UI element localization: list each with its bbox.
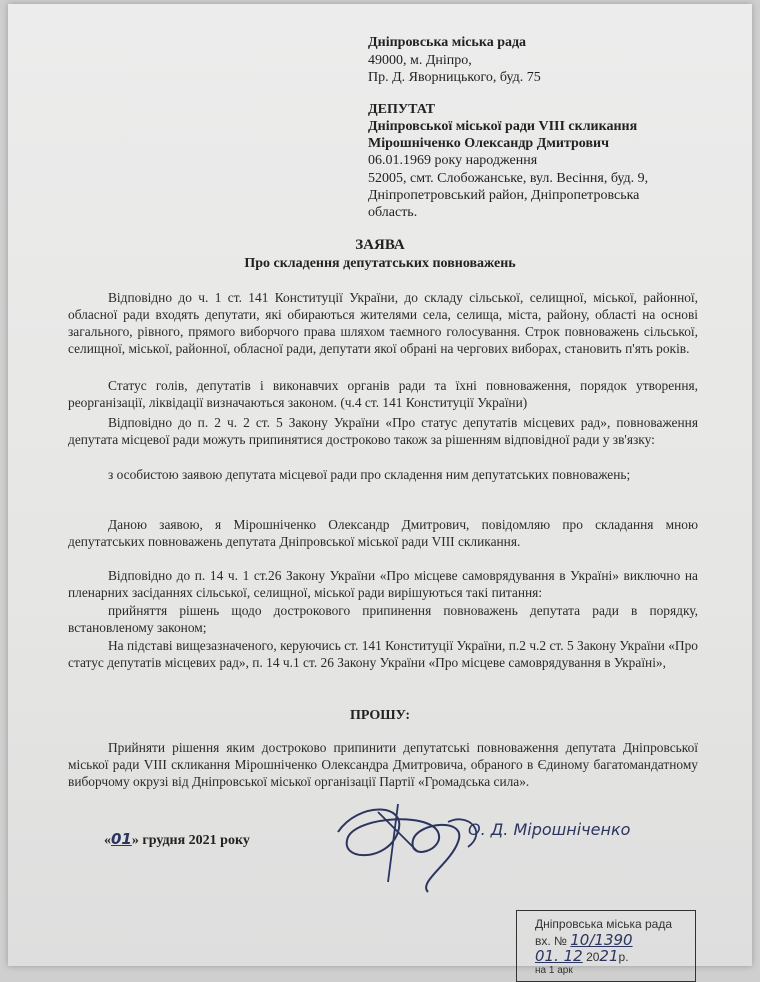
paragraph-9: Прийняти рішення яким достроково припинити депутатські повноваження депутата Дніпровської міської ради VIII скликання Мірошніченко Олександра Дмитровича, обраного в Єдиному багатомандатному виборчому окрузі від Дніпровської міської організації Партії «Громадська сила». [68,740,698,789]
stamp-org: Дніпровська міська рада [535,917,672,931]
sender-council: Дніпровської міської ради VIII скликання [368,119,638,134]
sender-title: ДЕПУТАТ [368,102,435,117]
sender-addr1: 52005, смт. Слобожанське, вул. Весіння, буд. 9, [368,171,649,186]
paragraph-8: На підставі вищезазначеного, керуючись ст. 141 Конституції України, п.2 ч.2 ст. 5 Закону України «Про статус депутатів місцевих рад», п. 14 ч.1 ст. 26 Закону України «Про місцеве самоврядування в Україні», [68,638,698,670]
doc-title: ЗАЯВА [355,237,405,253]
paragraph-4: з особистою заявою депутата місцевої ради про складення ним депутатських повноважень; [108,467,631,482]
paragraph-1: Відповідно до ч. 1 ст. 141 Конституції України, до складу сільської, селищної, міської, районної, обласної ради входять депутати, які обираються жителями села, селища, міста, району, області на основі загального, рівного, прямого виборчого права шляхом таємного голосування. Строк повноважень сільської, селищної, міської, районної, обласної ради, депутати якої обрані на чергових виборах, становить п'ять років. [68,290,698,356]
sender-addr2: Дніпропетровський район, Дніпропетровська [368,188,640,203]
stamp-line3: на 1 арк [535,965,573,976]
stamp-year-prefix: 20 [586,950,600,964]
signature [318,792,648,907]
sender-birth: 06.01.1969 року народження [368,153,538,168]
recipient-line1: 49000, м. Дніпро, [368,53,472,68]
document-date: «01» грудня 2021 року [104,830,250,848]
stamp-date: 01. 12 [535,947,583,965]
date-rest: грудня 2021 року [142,833,250,848]
stamp-year: 21 [599,947,619,965]
date-day: 01 [111,830,132,848]
stamp-num: 10/1390 [570,931,633,949]
stamp-year-suffix: р. [618,950,629,964]
recipient-line2: Пр. Д. Яворницького, буд. 75 [368,70,541,85]
doc-subtitle: Про складення депутатських повноважень [244,256,516,271]
paragraph-5: Даною заявою, я Мірошніченко Олександр Дмитрович, повідомляю про складання мною депутатських повноважень депутата Дніпровської міської ради VIII скликання. [68,517,698,549]
paragraph-7: прийняття рішень щодо дострокового припинення повноважень депутата ради в порядку, встановленому законом; [68,603,698,635]
signature-scribble [318,792,648,902]
recipient-name: Дніпровська міська рада [368,35,527,50]
stamp-num-label: вх. № [535,934,567,948]
registration-stamp [516,910,696,982]
sender-name: Мірошніченко Олександр Дмитрович [368,136,609,151]
document-page [8,4,752,976]
paragraph-6: Відповідно до п. 14 ч. 1 ст.26 Закону України «Про місцеве самоврядування в Україні» виключно на пленарних засіданнях сільської, селищної, міської ради вирішуються такі питання: [68,568,698,600]
signature-text: О. Д. Мірошніченко [468,820,631,839]
request-title: ПРОШУ: [349,708,411,723]
sender-addr3: область. [368,205,418,220]
paragraph-3: Відповідно до п. 2 ч. 2 ст. 5 Закону України «Про статус депутатів місцевих рад», повноваження депутата місцевої ради можуть припинятися достроково також за рішенням відповідної ради у зв'язку: [68,415,698,447]
paragraph-2: Статус голів, депутатів і виконавчих органів ради та їхні повноваження, порядок утворення, реорганізації, ліквідації визначаються законом. (ч.4 ст. 141 Конституції України) [68,378,698,410]
